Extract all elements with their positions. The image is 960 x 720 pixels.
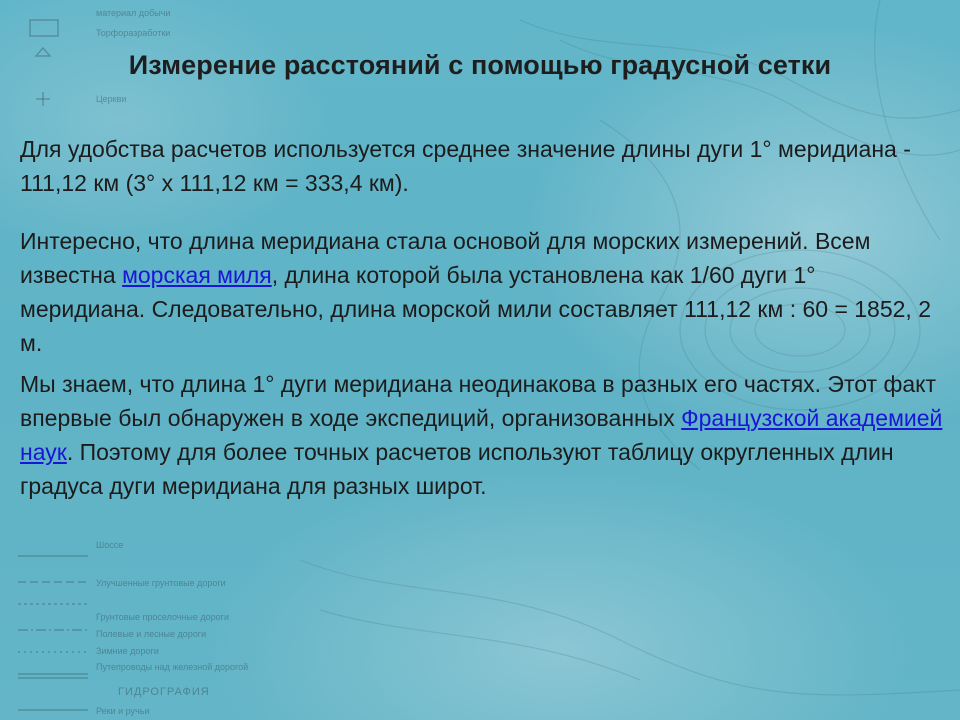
legend-label: Шоссе	[96, 540, 124, 550]
page-title: Измерение расстояний с помощью градусной сетки	[128, 50, 832, 80]
legend-label: материал добычи	[96, 8, 171, 18]
french-academy-link[interactable]: Французской академией наук	[20, 405, 943, 465]
legend-label: Грунтовые проселочные дороги	[96, 612, 229, 622]
legend-label: Полевые и лесные дороги	[96, 629, 207, 639]
legend-label: Церкви	[96, 94, 127, 104]
legend-label: Торфоразработки	[96, 28, 171, 38]
paragraph-text: Для удобства расчетов используется среднее значение длины дуги 1° меридиана - 111,12 км (3° х 111,12 км = 333,4 км).	[20, 136, 911, 196]
paragraph-text: . Поэтому для более точных расчетов используют таблицу округленных длин градуса дуги меридиана для разных широт.	[20, 439, 894, 499]
legend-label: Улучшенные грунтовые дороги	[96, 578, 226, 588]
legend-label: ГИДРОГРАФИЯ	[118, 686, 210, 698]
legend-label: Путепроводы над железной дорогой	[96, 662, 249, 672]
paragraph-meridian-variation	[20, 367, 945, 503]
legend-label: Зимние дороги	[96, 646, 159, 656]
paragraph-average-arc-length	[20, 132, 945, 200]
nautical-mile-link[interactable]: морская миля	[122, 262, 272, 288]
paragraph-text: Интересно, что длина меридиана стала основой для морских измерений. Всем известна	[20, 228, 871, 288]
paragraph-text: , длина которой была установлена как 1/60 дуги 1° меридиана. Следовательно, длина морской мили составляет 111,12 км : 60 = 1852, 2 м.	[20, 262, 932, 356]
paragraph-nautical-mile	[20, 224, 945, 360]
legend-label: Реки и ручьи	[96, 706, 150, 716]
paragraph-text: Мы знаем, что длина 1° дуги меридиана неодинакова в разных его частях. Этот факт впервые был обнаружен в ходе экспедиций, организованных	[20, 371, 937, 431]
